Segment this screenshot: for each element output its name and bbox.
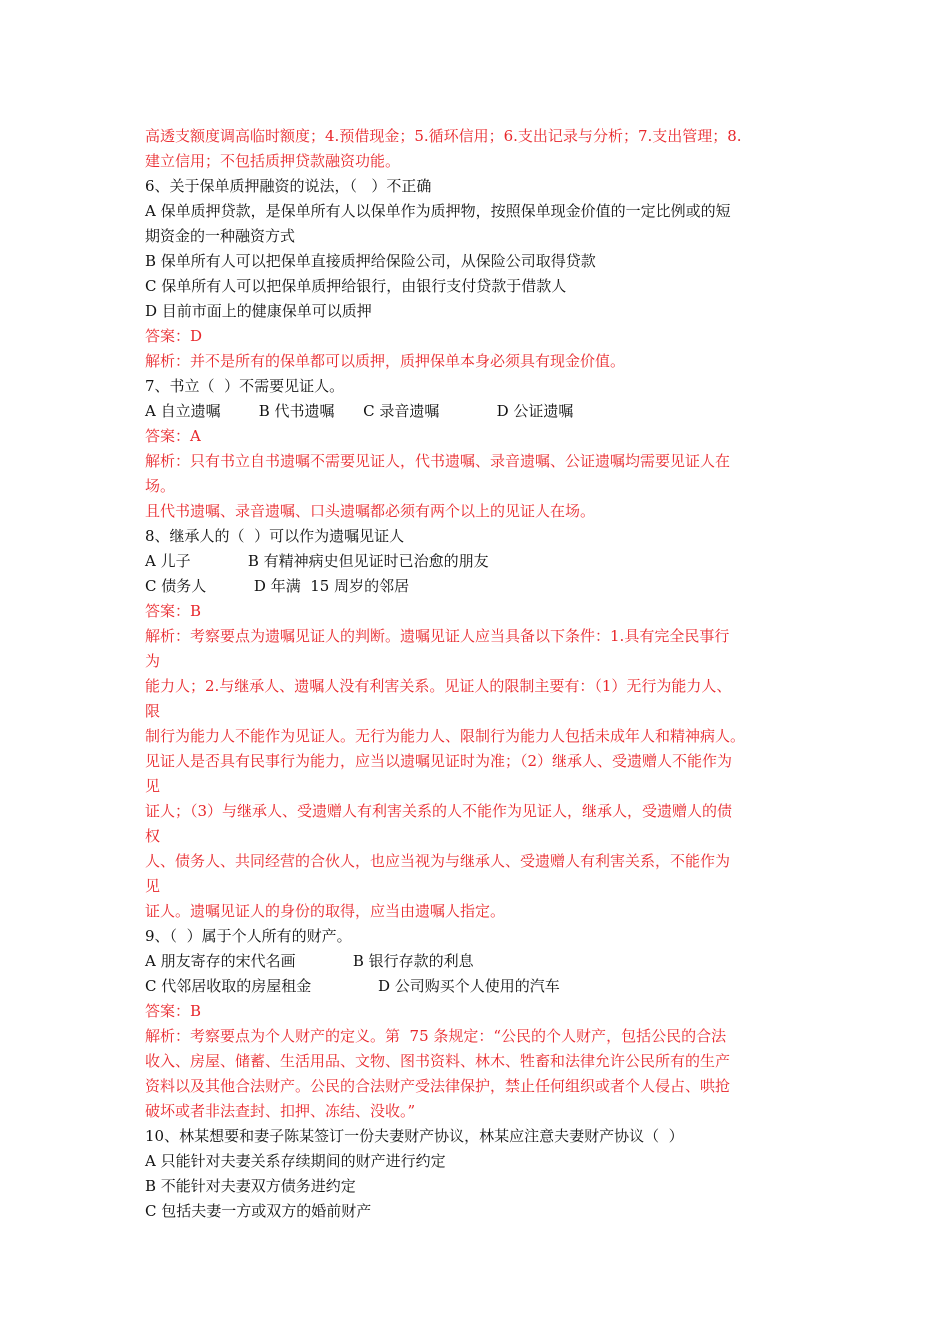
question-text-line: C 保单所有人可以把保单质押给银行，由银行支付贷款于借款人 [145,277,567,295]
answer-text-line: 制行为能力人不能作为见证人。无行为能力人、限制行为能力人包括未成年人和精神病人。 [145,727,746,745]
answer-text-line: 能力人；2.与继承人、遗嘱人没有利害关系。见证人的限制主要有：（1）无行为能力人、 [145,677,732,695]
question-text-line: C 代邻居收取的房屋租金 D 公司购买个人使用的汽车 [145,977,560,995]
answer-text-line: 见 [145,877,161,895]
question-text-line: 8、继承人的（ ）可以作为遗嘱见证人 [145,527,405,545]
question-text-line: D 目前市面上的健康保单可以质押 [145,302,372,320]
answer-text-line: 解析：考察要点为遗嘱见证人的判断。遗嘱见证人应当具备以下条件：1.具有完全民事行 [145,627,730,645]
question-text-line: A 朋友寄存的宋代名画 B 银行存款的利息 [145,952,474,970]
answer-text-line: 建立信用；不包括质押贷款融资功能。 [145,152,401,170]
question-text-line: B 不能针对夫妻双方债务进约定 [145,1177,356,1195]
answer-text-line: 为 [145,652,161,670]
answer-text-line: 证人。遗嘱见证人的身份的取得，应当由遗嘱人指定。 [145,902,506,920]
answer-text-line: 解析：并不是所有的保单都可以质押，质押保单本身必须具有现金价值。 [145,352,626,370]
answer-text-line: 答案：A [145,427,201,445]
answer-text-line: 高透支额度调高临时额度；4.预借现金；5.循环信用；6.支出记录与分析；7.支出管理；8. [145,127,742,145]
question-text-line: 期资金的一种融资方式 [145,227,296,245]
answer-text-line: 解析：考察要点为个人财产的定义。第 75 条规定：“公民的个人财产，包括公民的合法 [145,1027,727,1045]
answer-text-line: 权 [145,827,161,845]
answer-text-line: 破坏或者非法查封、扣押、冻结、没收。” [145,1102,416,1120]
answer-text-line: 资料以及其他合法财产。公民的合法财产受法律保护，禁止任何组织或者个人侵占、哄抢 [145,1077,731,1095]
answer-text-line: 答案：B [145,602,202,620]
answer-text-line: 收入、房屋、储蓄、生活用品、文物、图书资料、林木、牲畜和法律允许公民所有的生产 [145,1052,731,1070]
answer-text-line: 答案：D [145,327,203,345]
answer-text-line: 场。 [145,477,176,495]
answer-text-line: 且代书遗嘱、录音遗嘱、口头遗嘱都必须有两个以上的见证人在场。 [145,502,596,520]
question-text-line: A 自立遗嘱 B 代书遗嘱 C 录音遗嘱 D 公证遗嘱 [145,402,574,420]
question-text-line: 7、书立（ ）不需要见证人。 [145,377,345,395]
question-text-line: C 债务人 D 年满 15 周岁的邻居 [145,577,410,595]
question-text-line: A 儿子 B 有精神病史但见证时已治愈的朋友 [145,552,489,570]
question-text-line: A 保单质押贷款，是保单所有人以保单作为质押物，按照保单现金价值的一定比例或的短 [145,202,731,220]
question-text-line: B 保单所有人可以把保单直接质押给保险公司，从保险公司取得贷款 [145,252,596,270]
answer-text-line: 人、债务人、共同经营的合伙人，也应当视为与继承人、受遗赠人有利害关系，不能作为 [145,852,731,870]
document-page [145,124,815,1224]
question-text-line: C 包括夫妻一方或双方的婚前财产 [145,1202,372,1220]
question-text-line: A 只能针对夫妻关系存续期间的财产进行约定 [145,1152,446,1170]
answer-text-line: 解析：只有书立自书遗嘱不需要见证人，代书遗嘱、录音遗嘱、公证遗嘱均需要见证人在 [145,452,731,470]
answer-text-line: 见证人是否具有民事行为能力，应当以遗嘱见证时为准；（2）继承人、受遗赠人不能作为 [145,752,733,770]
answer-text-line: 限 [145,702,161,720]
answer-text-line: 见 [145,777,161,795]
question-text-line: 10、林某想要和妻子陈某签订一份夫妻财产协议，林某应注意夫妻财产协议（ ） [145,1127,684,1145]
answer-text-line: 答案：B [145,1002,202,1020]
question-text-line: 6、关于保单质押融资的说法，（ ）不正确 [145,177,432,195]
answer-text-line: 证人；（3）与继承人、受遗赠人有利害关系的人不能作为见证人，继承人，受遗赠人的债 [145,802,733,820]
question-text-line: 9、（ ）属于个人所有的财产。 [145,927,352,945]
